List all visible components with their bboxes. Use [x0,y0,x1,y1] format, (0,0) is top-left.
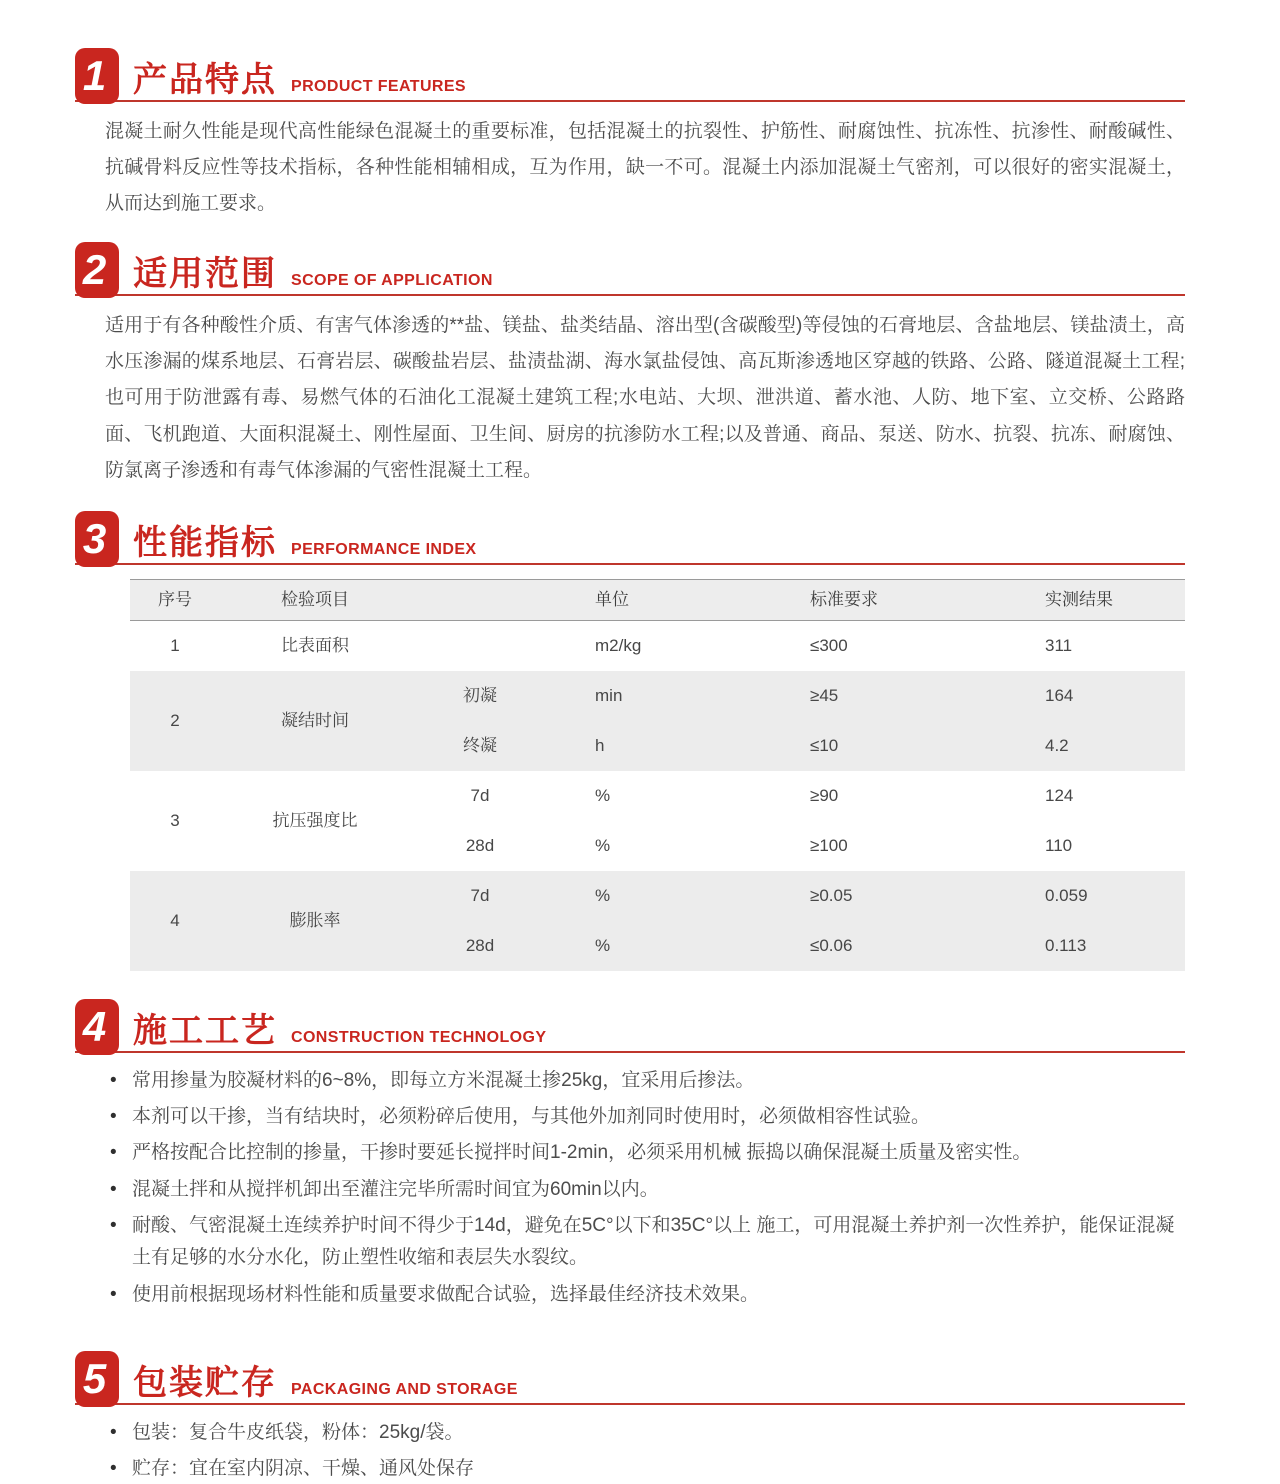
section-header [75,505,1185,565]
cell-unit: % [595,785,611,805]
cell-no: 2 [170,710,180,730]
bullet-list [110,1417,1185,1484]
bullet-text: 耐酸、气密混凝土连续养护时间不得少于14d，避免在5C°以下和35C°以上 施工，可用混凝土养护剂一次性养护，能保证混凝土有足够的水分水化，防止塑性收缩和表层失水裂纹。 [132,1214,1175,1269]
section-5 [75,1345,1185,1484]
bullet-item [110,1210,1185,1275]
bullet-text: 混凝土拌和从搅拌机卸出至灌注完毕所需时间宜为60min以内。 [132,1178,659,1200]
cell-req: ≥45 [810,685,839,705]
bullet-text: 贮存：宜在室内阴凉、干燥、通风处保存 [132,1458,475,1480]
cell-req: ≥100 [810,835,848,855]
bullet-dot-icon: • [110,1142,117,1164]
cell-result: 0.113 [1045,935,1087,955]
cell-item: 凝结时间 [281,710,349,730]
bullet-item [110,1279,1185,1311]
cell-item: 比表面积 [281,635,349,655]
section-title-zh: 适用范围 [133,255,277,294]
header-cell-result: 实测结果 [1045,589,1113,609]
cell-sub: 初凝 [463,685,497,705]
bullet-item [110,1453,1185,1484]
section-title-en: PERFORMANCE INDEX [291,540,477,558]
cell-req: ≤10 [810,735,839,755]
section-title-zh: 性能指标 [133,523,277,562]
section-header [75,236,1185,296]
bullet-list [110,1065,1185,1311]
section-title-zh: 包装贮存 [133,1363,277,1402]
bullet-text: 包装：复合牛皮纸袋，粉体：25kg/袋。 [132,1421,464,1443]
section-header [75,993,1185,1053]
cell-no: 3 [170,810,180,830]
cell-result: 124 [1045,785,1074,805]
bullet-item [110,1174,1185,1206]
cell-no: 4 [170,910,180,930]
cell-sub: 7d [470,785,490,805]
section-header [75,1345,1185,1405]
cell-req: ≥90 [810,785,839,805]
section-4 [75,993,1185,1311]
bullet-item [110,1101,1185,1133]
bullet-dot-icon: • [110,1069,117,1091]
cell-result: 0.059 [1045,885,1088,905]
header-cell-no: 序号 [158,589,192,609]
bullet-dot-icon: • [110,1178,117,1200]
cell-no: 1 [170,635,180,655]
cell-unit: min [595,685,623,705]
cell-result: 4.2 [1045,735,1069,755]
document-body [75,42,1185,1484]
cell-unit: % [595,885,611,905]
bullet-dot-icon: • [110,1458,117,1480]
section-title-zh: 产品特点 [133,61,277,99]
bullet-dot-icon: • [110,1106,117,1128]
section-paragraph: 混凝土耐久性能是现代高性能绿色混凝土的重要标准，包括混凝土的抗裂性、护筋性、耐腐蚀性、抗冻性、抗渗性、耐酸碱性、抗碱骨料反应性等技术指标，各种性能相辅相成，互为作用，缺一不可。混凝土内添加混凝土气密剂，可以很好的密实混凝土，从而达到施工要求。 [105,121,1185,215]
cell-unit: h [595,735,605,755]
cell-result: 311 [1045,635,1073,655]
bullet-dot-icon: • [110,1421,117,1443]
section-number-badge: 4 [75,999,119,1055]
section-title-zh: 施工工艺 [133,1011,277,1050]
cell-result: 110 [1045,835,1073,855]
cell-req: ≤300 [810,635,848,655]
bullet-item [110,1137,1185,1169]
section-2 [75,236,1185,488]
bullet-dot-icon: • [110,1283,117,1305]
section-header [75,42,1185,102]
cell-item: 膨胀率 [289,910,341,930]
table-header-row [130,579,1185,621]
section-number-badge: 1 [75,48,119,104]
header-cell-item: 检验项目 [281,589,349,609]
cell-unit: % [595,935,611,955]
bullet-dot-icon: • [110,1214,117,1236]
table-row-group [130,671,1185,771]
section-3 [75,505,1185,971]
performance-table [130,579,1185,971]
table-row-group [130,621,1185,671]
cell-sub: 7d [470,885,490,905]
cell-sub: 28d [465,935,495,955]
bullet-item [110,1417,1185,1449]
cell-result: 164 [1045,685,1074,705]
section-title-en: SCOPE OF APPLICATION [291,272,493,290]
cell-sub: 终凝 [463,735,497,755]
cell-unit: m2/kg [595,635,642,655]
section-title-en: CONSTRUCTION TECHNOLOGY [291,1028,547,1046]
table-row-group [130,771,1185,871]
header-cell-req: 标准要求 [810,589,878,609]
header-cell-unit: 单位 [595,589,629,609]
bullet-text: 本剂可以干掺，当有结块时，必须粉碎后使用，与其他外加剂同时使用时，必须做相容性试验。 [132,1106,931,1128]
cell-req: ≤0.06 [810,935,853,955]
bullet-text: 严格按配合比控制的掺量，干掺时要延长搅拌时间1-2min，必须采用机械 振捣以确保混凝土质量及密实性。 [132,1142,1032,1164]
bullet-text: 常用掺量为胶凝材料的6~8%，即每立方米混凝土掺25kg，宜采用后掺法。 [132,1069,755,1091]
section-title-en: PACKAGING AND STORAGE [291,1380,518,1398]
bullet-text: 使用前根据现场材料性能和质量要求做配合试验，选择最佳经济技术效果。 [132,1283,760,1305]
table-row-group [130,871,1185,971]
section-number-badge: 3 [75,511,119,567]
section-number-badge: 5 [75,1351,119,1407]
cell-req: ≥0.05 [810,885,853,905]
cell-item: 抗压强度比 [272,810,358,830]
cell-sub: 28d [465,835,495,855]
bullet-item [110,1065,1185,1097]
cell-unit: % [595,835,611,855]
section-paragraph: 适用于有各种酸性介质、有害气体渗透的**盐、镁盐、盐类结晶、溶出型(含碳酸型)等侵蚀的石膏地层、含盐地层、镁盐渍土，高水压渗漏的煤系地层、石膏岩层、碳酸盐岩层、盐渍盐湖、海水氯盐侵蚀、高瓦斯渗透地区穿越的铁路、公路、隧道混凝土工程;也可用于防泄露有毒、易燃气体的石油化工混凝土建筑工程;水电站、大坝、泄洪道、蓄水池、人防、地下室、立交桥、公路路面、飞机跑道、大面积混凝土、刚性屋面、卫生间、厨房的抗渗防水工程;以及普通、商品、泵送、防水、抗裂、抗冻、耐腐蚀、防氯离子渗透和有毒气体渗漏的气密性混凝土工程。 [105,315,1185,481]
section-number-badge: 2 [75,242,119,298]
section-1 [75,42,1185,222]
section-title-en: PRODUCT FEATURES [291,78,466,95]
